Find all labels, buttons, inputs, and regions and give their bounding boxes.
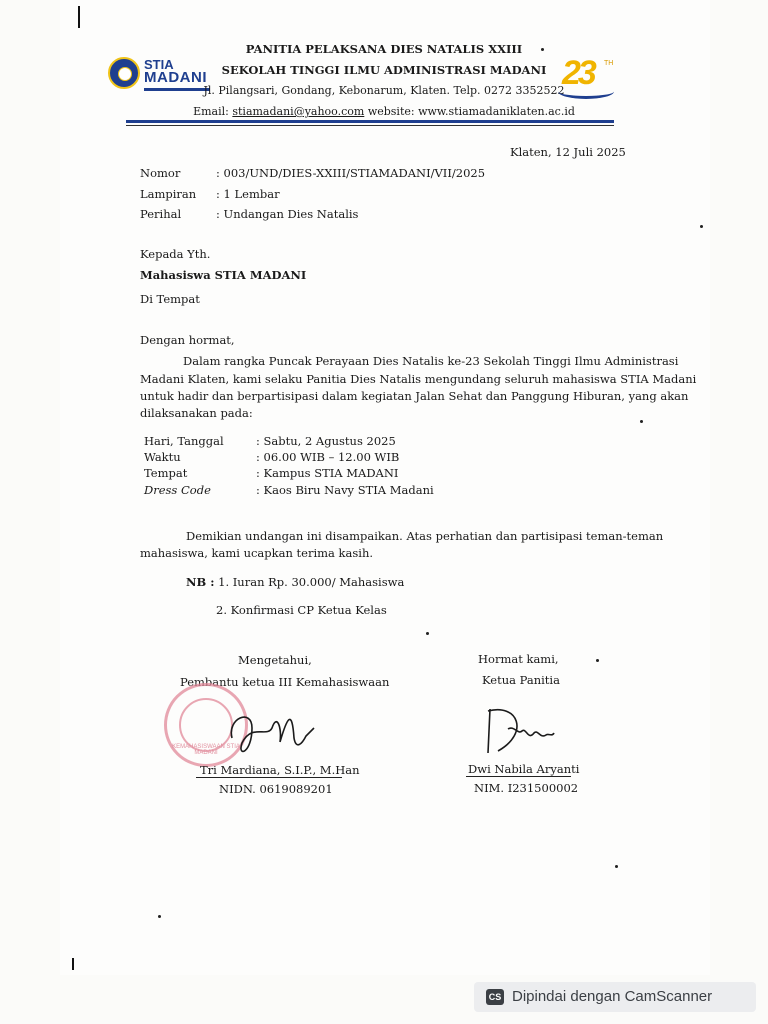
greeting: Dengan hormat, bbox=[140, 333, 235, 347]
sig-right-id: NIM. I231500002 bbox=[474, 781, 579, 795]
letterhead-divider-thin bbox=[126, 125, 614, 126]
detail-value-place: : Kampus STIA MADANI bbox=[256, 466, 399, 480]
letterhead-divider bbox=[126, 120, 614, 123]
camscanner-text: Dipindai dengan CamScanner bbox=[512, 988, 713, 1005]
body-line-1: Dalam rangka Puncak Perayaan Dies Natalis ke-23 Sekolah Tinggi Ilmu Administrasi bbox=[183, 354, 679, 368]
speck bbox=[541, 48, 544, 51]
letterhead-address: Jl. Pilangsari, Gondang, Kebonarum, Klaten. Telp. 0272 3352522 bbox=[203, 84, 565, 97]
letterhead-contact bbox=[174, 105, 594, 118]
swoosh-icon bbox=[558, 84, 614, 99]
sig-left-name: Tri Mardiana, S.I.P., M.Han bbox=[200, 763, 360, 777]
detail-label-time: Waktu bbox=[144, 450, 181, 464]
speck bbox=[640, 420, 643, 423]
sig-left-role: Pembantu ketua III Kemahasiswaan bbox=[180, 675, 390, 689]
sig-right-role: Ketua Panitia bbox=[482, 673, 560, 687]
closing-line-2: mahasiswa, kami ucapkan terima kasih. bbox=[140, 546, 374, 560]
body-line-4: dilaksanakan pada: bbox=[140, 406, 253, 420]
camscanner-icon: CS bbox=[486, 989, 504, 1005]
scan-edge-mark bbox=[78, 6, 80, 28]
logo-line1: STIA bbox=[144, 57, 174, 72]
anniversary-number: 23 bbox=[562, 54, 594, 92]
body-line-2: Madani Klaten, kami selaku Panitia Dies Natalis mengundang seluruh mahasiswa STIA Madani bbox=[140, 372, 697, 386]
stamp-text: KEMAHASISWAAN STIA MADANI bbox=[172, 744, 240, 756]
anniversary-logo bbox=[556, 54, 618, 100]
speck bbox=[596, 659, 599, 662]
speck bbox=[615, 865, 618, 868]
meta-label-nomor: Nomor bbox=[140, 166, 181, 180]
sig-left-id: NIDN. 0619089201 bbox=[219, 782, 333, 796]
sig-left-heading: Mengetahui, bbox=[238, 653, 312, 667]
sig-right-name: Dwi Nabila Aryanti bbox=[468, 762, 580, 776]
meta-label-perihal: Perihal bbox=[140, 207, 182, 221]
camscanner-watermark bbox=[474, 982, 756, 1012]
speck bbox=[700, 225, 703, 228]
sig-left-underline bbox=[196, 777, 342, 778]
meta-value-nomor: : 003/UND/DIES-XXIII/STIAMADANI/VII/2025 bbox=[216, 166, 486, 180]
anniversary-mark: TH bbox=[604, 60, 614, 67]
email-label: Email: bbox=[193, 105, 229, 118]
scan-edge-mark bbox=[72, 958, 74, 970]
website-label: website: bbox=[367, 105, 415, 118]
letter-date: Klaten, 12 Juli 2025 bbox=[510, 145, 626, 159]
notes-item-2: 2. Konfirmasi CP Ketua Kelas bbox=[216, 603, 387, 617]
sig-right-heading: Hormat kami, bbox=[478, 652, 559, 666]
website-link: www.stiamadaniklaten.ac.id bbox=[418, 105, 575, 118]
notes-item-1: 1. Iuran Rp. 30.000/ Mahasiswa bbox=[218, 575, 405, 589]
meta-value-perihal: : Undangan Dies Natalis bbox=[216, 207, 359, 221]
meta-value-lampiran: : 1 Lembar bbox=[216, 187, 280, 201]
letterhead-institution: SEKOLAH TINGGI ILMU ADMINISTRASI MADANI bbox=[221, 63, 547, 77]
meta-label-lampiran: Lampiran bbox=[140, 187, 197, 201]
left-signature bbox=[222, 698, 332, 764]
recipient-to: Kepada Yth. bbox=[140, 247, 211, 261]
detail-label-date: Hari, Tanggal bbox=[144, 434, 224, 448]
body-line-3: untuk hadir dan berpartisipasi dalam kegiatan Jalan Sehat dan Panggung Hiburan, yang akan bbox=[140, 389, 689, 403]
speck bbox=[426, 632, 429, 635]
notes-prefix: NB : bbox=[186, 575, 215, 589]
right-signature bbox=[478, 703, 558, 761]
speck bbox=[158, 915, 161, 918]
closing-line-1: Demikian undangan ini disampaikan. Atas perhatian dan partisipasi teman-teman bbox=[186, 529, 664, 543]
letterhead-committee: PANITIA PELAKSANA DIES NATALIS XXIII bbox=[245, 42, 523, 56]
email-link: stiamadani@yahoo.com bbox=[232, 105, 365, 118]
recipient-place: Di Tempat bbox=[140, 292, 200, 306]
detail-value-date: : Sabtu, 2 Agustus 2025 bbox=[256, 434, 396, 448]
recipient-name: Mahasiswa STIA MADANI bbox=[140, 268, 307, 282]
detail-value-time: : 06.00 WIB – 12.00 WIB bbox=[256, 450, 400, 464]
notes-line-1 bbox=[186, 575, 404, 589]
college-emblem-icon bbox=[108, 57, 140, 89]
detail-value-dresscode: : Kaos Biru Navy STIA Madani bbox=[256, 483, 434, 497]
sig-right-underline bbox=[466, 776, 571, 777]
detail-label-dresscode: Dress Code bbox=[144, 483, 211, 497]
logo-line2: MADANI bbox=[144, 69, 207, 86]
detail-label-place: Tempat bbox=[144, 466, 188, 480]
